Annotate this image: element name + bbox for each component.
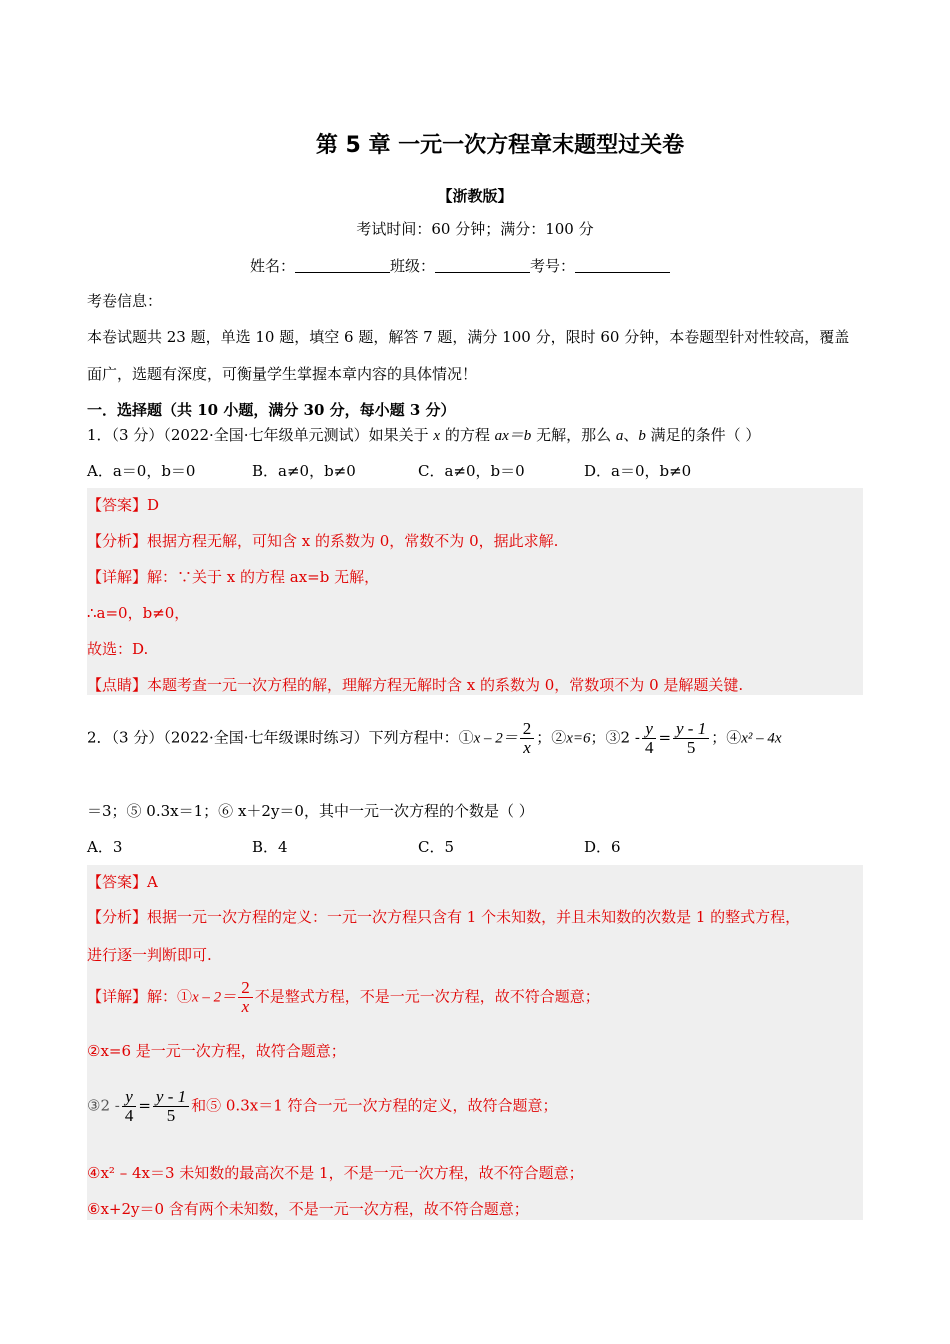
- q2-option-b[interactable]: B．4: [252, 838, 288, 856]
- q2-detail-2: ②x=6 是一元一次方程，故符合题意；: [87, 1042, 346, 1060]
- q1-answer: 【答案】D: [87, 496, 160, 514]
- q2-option-d[interactable]: D．6: [584, 838, 621, 856]
- q1-var-a: a: [615, 428, 624, 444]
- number-blank[interactable]: [575, 258, 670, 273]
- q1-stem-part: 无解，那么: [536, 426, 612, 444]
- q1-option-b[interactable]: B．a≠0，b≠0: [252, 462, 356, 480]
- q2-stem-line2: ＝3；⑤ 0.3x＝1；⑥ x＋2y＝0，其中一元一次方程的个数是（ ）: [87, 802, 534, 820]
- q2-option-a[interactable]: A．3: [87, 838, 123, 856]
- q1-var-x: x: [433, 428, 441, 444]
- fraction-denominator: 5: [166, 1105, 176, 1125]
- fraction-denominator: x: [241, 996, 250, 1016]
- q2-detail-part: 和⑤ 0.3x＝1 符合一元一次方程的定义，故符合题意；: [191, 1096, 558, 1115]
- fraction-numerator: y - 1: [153, 1088, 189, 1107]
- q2-eq1-left: x – 2＝: [473, 730, 518, 747]
- class-label: 班级：: [390, 257, 436, 275]
- fraction-numerator: 2: [238, 979, 253, 998]
- q2-eq2: x=6: [566, 730, 591, 747]
- q1-option-d[interactable]: D．a＝0，b≠0: [584, 462, 692, 480]
- fraction-numerator: 2: [520, 720, 535, 739]
- q2-detail-fraction-y-over-4: [122, 1088, 137, 1125]
- fraction-denominator: 4: [644, 737, 654, 757]
- q2-stem-part: 2．（3 分）（2022·全国·七年级课时练习）下列方程中：①: [87, 728, 474, 747]
- q1-detail-2: ∴a=0，b≠0，: [87, 604, 190, 622]
- q1-stem: [87, 424, 760, 445]
- q2-equals: =: [658, 728, 672, 747]
- name-blank[interactable]: [295, 258, 390, 273]
- q2-fraction-2-over-x: [520, 720, 535, 757]
- q1-stem-part: 满足的条件（ ）: [650, 426, 761, 444]
- q1-stem-part: 的方程: [444, 426, 490, 444]
- q1-solution-box: [87, 488, 863, 695]
- q2-detail-5: ⑥x+2y＝0 含有两个未知数，不是一元一次方程，故不符合题意；: [87, 1200, 529, 1218]
- exam-info-line1: 本卷试题共 23 题，单选 10 题，填空 6 题，解答 7 题，满分 100 分，限时 60 分钟，本卷题型针对性较高，覆盖: [87, 328, 850, 346]
- q1-stem-part: 1．（3 分）（2022·全国·七年级单元测试）如果关于: [87, 426, 429, 444]
- name-label: 姓名：: [250, 257, 296, 275]
- q2-equals: =: [138, 1096, 151, 1115]
- q2-detail-3: [87, 1088, 558, 1125]
- q2-fraction-y-minus-1-over-5: [673, 720, 709, 757]
- q2-fraction-y-over-4: [642, 720, 657, 757]
- q1-analysis: 【分析】根据方程无解，可知含 x 的系数为 0，常数不为 0，据此求解.: [87, 532, 559, 550]
- number-label: 考号：: [530, 257, 576, 275]
- q2-answer: 【答案】A: [87, 873, 158, 891]
- page-title: 第 5 章 一元一次方程章末题型过关卷: [315, 133, 685, 158]
- q2-eq4: x² – 4x: [741, 730, 782, 747]
- exam-info-line2: 面广，选题有深度，可衡量学生掌握本章内容的具体情况！: [87, 365, 478, 383]
- q2-analysis-1: 【分析】根据一元一次方程的定义：一元一次方程只含有 1 个未知数，并且未知数的次数是 1 的整式方程，: [87, 908, 801, 926]
- q2-detail-eq: x – 2＝: [192, 989, 237, 1006]
- q2-detail-fraction-y-minus-1-over-5: [153, 1088, 189, 1125]
- exam-time-info: 考试时间：60 分钟；满分：100 分: [356, 220, 594, 238]
- q2-detail-part: 【详解】解：①: [87, 987, 193, 1006]
- q1-option-a[interactable]: A．a＝0，b＝0: [87, 462, 196, 480]
- fraction-denominator: 4: [124, 1105, 134, 1125]
- fraction-denominator: x: [523, 737, 531, 757]
- q1-detail-1: 【详解】解：∵关于 x 的方程 ax=b 无解，: [87, 568, 380, 586]
- q1-equation: ax＝b: [494, 428, 532, 444]
- q2-analysis-2: 进行逐一判断即可.: [87, 946, 212, 964]
- edition-label: 【浙教版】: [437, 187, 513, 205]
- q2-detail-fraction-2-over-x: [238, 979, 253, 1016]
- fraction-numerator: y: [642, 720, 656, 739]
- section-heading: 一．选择题（共 10 小题，满分 30 分，每小题 3 分）: [87, 401, 456, 419]
- fraction-denominator: 5: [686, 737, 696, 757]
- fraction-numerator: y - 1: [673, 720, 709, 739]
- student-info-row: [250, 255, 670, 276]
- q1-sep: 、: [623, 426, 639, 444]
- q2-detail-4: ④x² – 4x＝3 未知数的最高次不是 1，不是一元一次方程，故不符合题意；: [87, 1164, 584, 1182]
- fraction-numerator: y: [122, 1088, 136, 1107]
- q2-option-c[interactable]: C．5: [418, 838, 455, 856]
- q2-detail-1: [87, 979, 600, 1016]
- q1-comment: 【点睛】本题考查一元一次方程的解，理解方程无解时含 x 的系数为 0，常数项不为 0 是解题关键.: [87, 676, 744, 694]
- class-blank[interactable]: [435, 258, 530, 273]
- q2-sep: ；②: [536, 728, 567, 747]
- q2-sep: ；④: [711, 728, 742, 747]
- q2-detail-part: ③2 -: [87, 1096, 120, 1115]
- q1-option-c[interactable]: C．a≠0，b＝0: [418, 462, 525, 480]
- exam-info-label: 考卷信息：: [87, 292, 163, 310]
- q2-sep: ；③2 -: [590, 728, 640, 747]
- q1-var-b: b: [638, 428, 646, 444]
- q2-stem-line1: [87, 720, 782, 757]
- q2-detail-part: 不是整式方程，不是一元一次方程，故不符合题意；: [254, 987, 600, 1006]
- q1-detail-3: 故选：D.: [87, 640, 149, 658]
